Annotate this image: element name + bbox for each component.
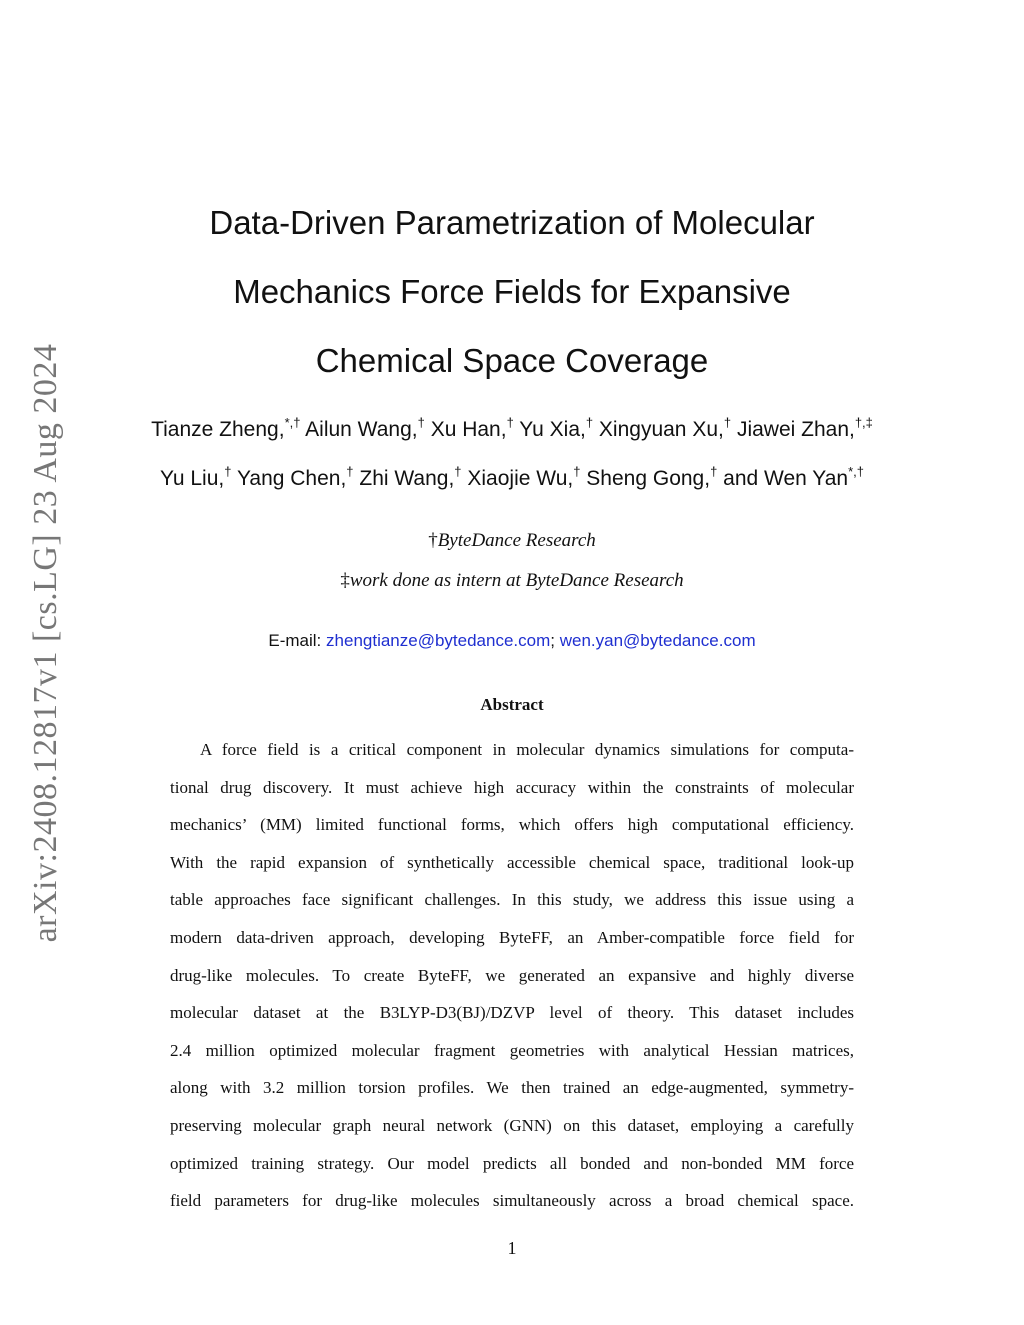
author-name: Tianze Zheng, <box>151 418 285 441</box>
abstract-line: molecular dataset at the B3LYP-D3(BJ)/DZVP level of theory. This dataset includes <box>170 1003 854 1023</box>
author-affiliation-mark: † <box>723 415 732 430</box>
author-name: Xu Han, <box>430 418 507 441</box>
author-name: Jiawei Zhan, <box>736 418 855 441</box>
author-affiliation-mark: † <box>224 464 232 479</box>
affiliation-text: work done as intern at ByteDance Research <box>349 570 684 591</box>
author-name: Yang Chen, <box>236 467 347 490</box>
author-list-line-2 <box>0 464 1024 491</box>
abstract-line: mechanics’ (MM) limited functional forms, which offers high computational efficiency. <box>170 815 854 835</box>
email-link-zheng[interactable]: zhengtianze@bytedance.com <box>326 631 551 650</box>
abstract-line: table approaches face significant challenges. In this study, we address this issue using a <box>170 890 854 910</box>
abstract-line: A force field is a critical component in molecular dynamics simulations for computa- <box>200 740 854 759</box>
title-line: Mechanics Force Fields for Expansive <box>233 273 791 310</box>
author-affiliation-mark: † <box>346 464 354 479</box>
title-line: Chemical Space Coverage <box>315 342 709 379</box>
contact-email-line <box>0 631 1024 651</box>
affiliation-intern-note <box>0 570 1024 592</box>
affiliation-mark: † <box>428 530 438 551</box>
author-list-line-1 <box>0 415 1024 442</box>
author-affiliation-mark: † <box>585 415 594 430</box>
abstract-body <box>170 731 854 1220</box>
abstract-line: tional drug discovery. It must achieve high accuracy within the constraints of molecular <box>170 777 854 797</box>
author-affiliation-mark: *,† <box>848 464 864 479</box>
email-label: E-mail: <box>268 631 322 650</box>
author-affiliation-mark: †,‡ <box>854 415 873 430</box>
author-affiliation-mark: † <box>417 415 425 430</box>
author-name: Xingyuan Xu, <box>598 418 724 441</box>
abstract-line: preserving molecular graph neural network (GNN) on this dataset, employing a carefully <box>170 1115 854 1135</box>
paper-title <box>0 188 1024 395</box>
abstract-line: With the rapid expansion of synthetically accessible chemical space, traditional look-up <box>170 852 854 872</box>
author-name: Yu Liu, <box>160 467 225 490</box>
abstract-heading: Abstract <box>480 695 544 714</box>
author-name: Sheng Gong, <box>586 467 711 490</box>
author-name: and Wen Yan <box>723 467 849 490</box>
author-affiliation-mark: † <box>454 464 462 479</box>
author-name: Yu Xia, <box>519 418 586 441</box>
abstract-line: field parameters for drug-like molecules simultaneously across a broad chemical space. <box>170 1191 854 1211</box>
author-affiliation-mark: *,† <box>284 415 301 430</box>
arxiv-identifier-stamp: arXiv:2408.12817v1 [cs.LG] 23 Aug 2024 <box>27 343 64 943</box>
author-affiliation-mark: † <box>573 464 581 479</box>
author-name: Xiaojie Wu, <box>467 467 574 490</box>
abstract-line: optimized training strategy. Our model predicts all bonded and non-bonded MM force <box>170 1153 854 1173</box>
abstract-line: 2.4 million optimized molecular fragment geometries with analytical Hessian matrices, <box>170 1040 854 1060</box>
abstract-line: modern data-driven approach, developing ByteFF, an Amber-compatible force field for <box>170 927 854 947</box>
affiliation-mark: ‡ <box>340 570 350 591</box>
abstract-line: drug-like molecules. To create ByteFF, we generated an expansive and highly diverse <box>170 965 854 985</box>
page-number: 1 <box>507 1238 517 1258</box>
email-separator: ; <box>550 631 555 650</box>
abstract-line: along with 3.2 million torsion profiles. We then trained an edge-augmented, symmetry- <box>170 1078 854 1098</box>
author-affiliation-mark: † <box>710 464 718 479</box>
affiliation-text: ByteDance Research <box>437 530 596 551</box>
author-name: Zhi Wang, <box>359 467 455 490</box>
author-affiliation-mark: † <box>506 415 514 430</box>
email-link-yan[interactable]: wen.yan@bytedance.com <box>559 631 756 650</box>
author-name: Ailun Wang, <box>305 418 418 441</box>
affiliation-bytedance <box>0 530 1024 552</box>
title-line: Data-Driven Parametrization of Molecular <box>209 204 815 241</box>
